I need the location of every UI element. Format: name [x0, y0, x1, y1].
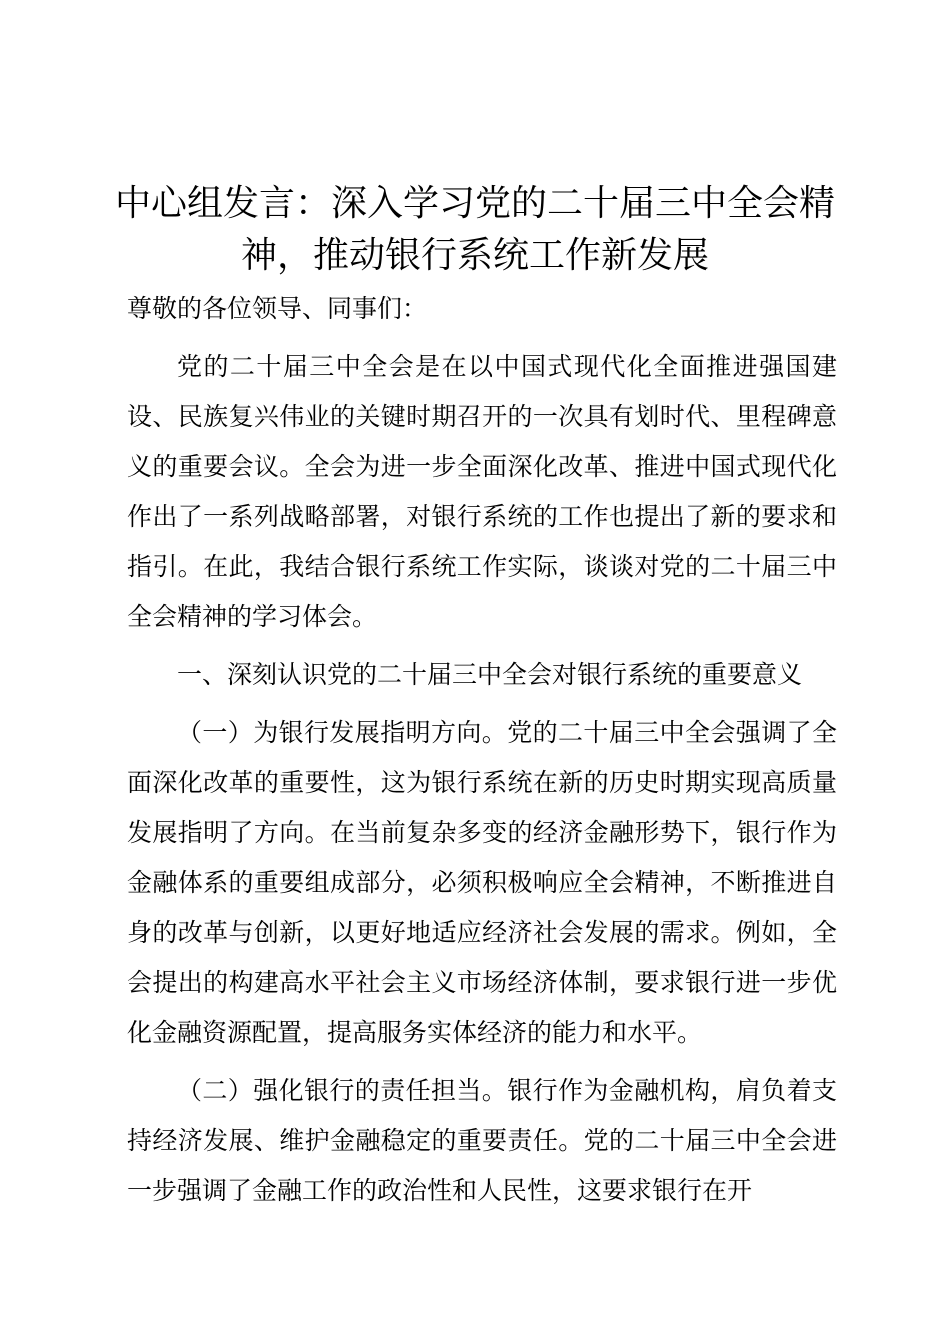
document-title: 中心组发言：深入学习党的二十届三中全会精神，推动银行系统工作新发展	[114, 183, 835, 276]
paragraph-subsection-1: （一）为银行发展指明方向。党的二十届三中全会强调了全面深化改革的重要性，这为银行系统在新的历史时期实现高质量发展指明了方向。在当前复杂多变的经济金融形势下，银行作为金融体系的重要组成部分，必须积极响应全会精神，不断推进自身的改革与创新，以更好地适应经济社会发展的需求。例如，全会提出的构建高水平社会主义市场经济体制，要求银行进一步优化金融资源配置，提高服务实体经济的能力和水平。	[127, 718, 837, 1047]
paragraph-intro: 党的二十届三中全会是在以中国式现代化全面推进强国建设、民族复兴伟业的关键时期召开的一次具有划时代、里程碑意义的重要会议。全会为进一步全面深化改革、推进中国式现代化作出了一系列战略部署，对银行系统的工作也提出了新的要求和指引。在此，我结合银行系统工作实际，谈谈对党的二十届三中全会精神的学习体会。	[127, 352, 837, 631]
section-heading-1: 一、深刻认识党的二十届三中全会对银行系统的重要意义	[177, 660, 803, 689]
paragraph-subsection-2: （二）强化银行的责任担当。银行作为金融机构，肩负着支持经济发展、维护金融稳定的重要责任。党的二十届三中全会进一步强调了金融工作的政治性和人民性，这要求银行在开	[127, 1076, 837, 1205]
salutation: 尊敬的各位领导、同事们：	[127, 294, 428, 323]
document-body	[127, 284, 837, 1216]
